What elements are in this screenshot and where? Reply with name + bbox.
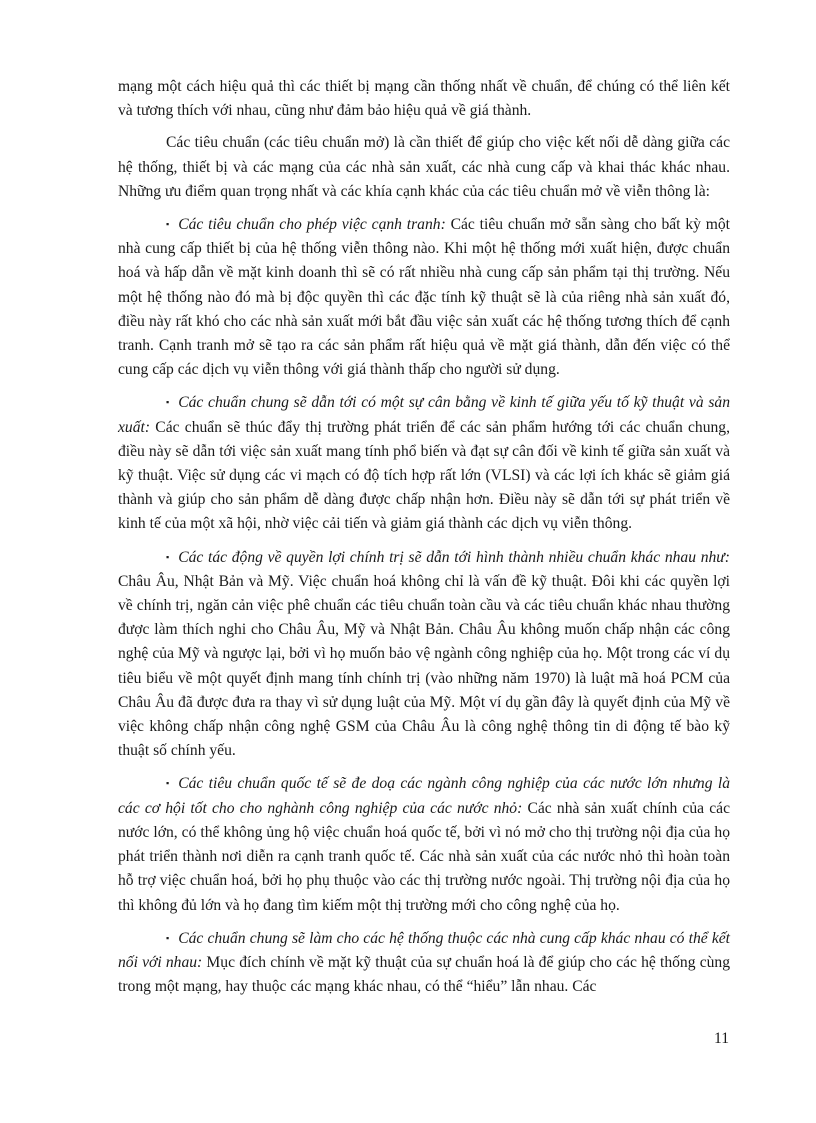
paragraph-continuation: mạng một cách hiệu quả thì các thiết bị mạng cần thống nhất về chuẩn, để chúng có thể liên kết và tương thích với nhau, cũng như đảm bảo hiệu quả về giá thành. <box>118 78 730 120</box>
square-bullet-icon: ▪ <box>166 932 170 943</box>
document-page <box>118 75 730 1007</box>
bullet-text: Các nhà sản xuất chính của các nước lớn, có thể không ủng hộ việc chuẩn hoá quốc tế, bởi vì nó mở cho thị trường nội địa của họ phát triển thành nơi diễn ra cạnh tranh quốc tế. Các nhà sản xuất của các nước nhỏ thì hoàn toàn hỗ trợ việc chuẩn hoá, bởi họ phụ thuộc vào các thị trường nước ngoài. Thị trường nội địa của họ thì không đủ lớn và họ đang tìm kiếm một thị trường mới cho công nghệ của họ. <box>118 799 731 914</box>
bullet-lead: Các tiêu chuẩn quốc tế sẽ đe doạ các ngành công nghiệp của các nước lớn nhưng là các cơ hội tốt cho cho nghành công nghiệp của các nước nhỏ: <box>118 775 730 817</box>
square-bullet-icon: ▪ <box>166 778 170 789</box>
bullet-item-political-impact <box>118 545 730 764</box>
square-bullet-icon: ▪ <box>166 551 170 562</box>
bullet-text: Mục đích chính về mặt kỹ thuật của sự chuẩn hoá là để giúp cho các hệ thống cùng trong một mạng, hay thuộc các mạng khác nhau, có thể “hiểu” lẫn nhau. Các <box>118 953 731 996</box>
paragraph-intro: Các tiêu chuẩn (các tiêu chuẩn mở) là cần thiết để giúp cho việc kết nối dễ dàng giữa các hệ thống, thiết bị và các mạng của các nhà sản xuất, các nhà cung cấp và khai thác khác nhau. Những ưu điểm quan trọng nhất và các khía cạnh khác của các tiêu chuẩn mở về viễn thông là: <box>118 134 730 200</box>
page-number: 11 <box>714 1030 730 1047</box>
square-bullet-icon: ▪ <box>166 397 170 408</box>
bullet-item-international-standards <box>118 771 730 917</box>
bullet-text: Các tiêu chuẩn mở sẵn sàng cho bất kỳ một nhà cung cấp thiết bị của hệ thống viễn thông nào. Khi một hệ thống mới xuất hiện, được chuẩn hoá và hấp dẫn về mặt kinh doanh thì sẽ có rất nhiều nhà cung cấp sản phẩm tại thị trường. Nếu một hệ thống nào đó mà bị độc quyền thì các đặc tính kỹ thuật sẽ là của riêng nhà sản xuất đó, điều này rất khó cho các nhà sản xuất mới bắt đầu việc sản xuất các hệ thống tương thích để cạnh tranh. Cạnh tranh mở sẽ tạo ra các sản phẩm rất hiệu quả về mặt giá thành, dẫn đến việc có thể cung cấp các dịch vụ viễn thông với giá thành thấp cho người sử dụng. <box>118 216 730 379</box>
square-bullet-icon: ▪ <box>166 219 170 230</box>
bullet-lead: Các tác động về quyền lợi chính trị sẽ dẫn tới hình thành nhiều chuẩn khác nhau như: <box>178 548 730 566</box>
bullet-lead: Các chuẩn chung sẽ làm cho các hệ thống thuộc các nhà cung cấp khác nhau có thể kết nối với nhau: <box>118 929 730 971</box>
bullet-item-interconnection <box>118 926 730 1000</box>
bullet-text: Các chuẩn sẽ thúc đẩy thị trường phát triển để các sản phẩm hướng tới các chuẩn chung, điều này sẽ dẫn tới việc sản xuất mang tính phổ biến và đạt sự cân đối về kinh tế giữa sản xuất và kỹ thuật. Việc sử dụng các vi mạch có độ tích hợp rất lớn (VLSI) và các lợi ích khác sẽ giảm giá thành và giúp cho sản phẩm dễ dàng được chấp nhận hơn. Điều này sẽ dẫn tới sự phát triển về kinh tế của một xã hội, nhờ việc cải tiến và giảm giá thành các dịch vụ viễn thông. <box>118 418 730 533</box>
bullet-text: Châu Âu, Nhật Bản và Mỹ. Việc chuẩn hoá không chỉ là vấn đề kỹ thuật. Đôi khi các quyền lợi về chính trị, ngăn cản việc phê chuẩn các tiêu chuẩn toàn cầu và các tiêu chuẩn khác nhau thường được làm thích nghi cho Châu Âu, Mỹ và Nhật Bản. Châu Âu không muốn chấp nhận các công nghệ của Mỹ và ngược lại, bởi vì họ muốn bảo vệ ngành công nghiệp của họ. Một trong các ví dụ tiêu biểu về một quyết định mang tính chính trị (vào những năm 1970) là luật mã hoá PCM của Châu Âu đã được đưa ra thay vì sử dụng luật của Mỹ. Một ví dụ gần đây là quyết định của Mỹ về việc không chấp nhận công nghệ GSM của Châu Âu là công nghệ thông tin di động tế bào kỹ thuật số chính yếu. <box>118 572 730 760</box>
bullet-item-competition <box>118 212 730 382</box>
bullet-item-economic-balance <box>118 390 730 536</box>
bullet-lead: Các tiêu chuẩn cho phép việc cạnh tranh: <box>178 216 446 234</box>
bullet-lead: Các chuẩn chung sẽ dẫn tới có một sự cân bằng về kinh tế giữa yếu tố kỹ thuật và sản xuất: <box>118 394 730 436</box>
